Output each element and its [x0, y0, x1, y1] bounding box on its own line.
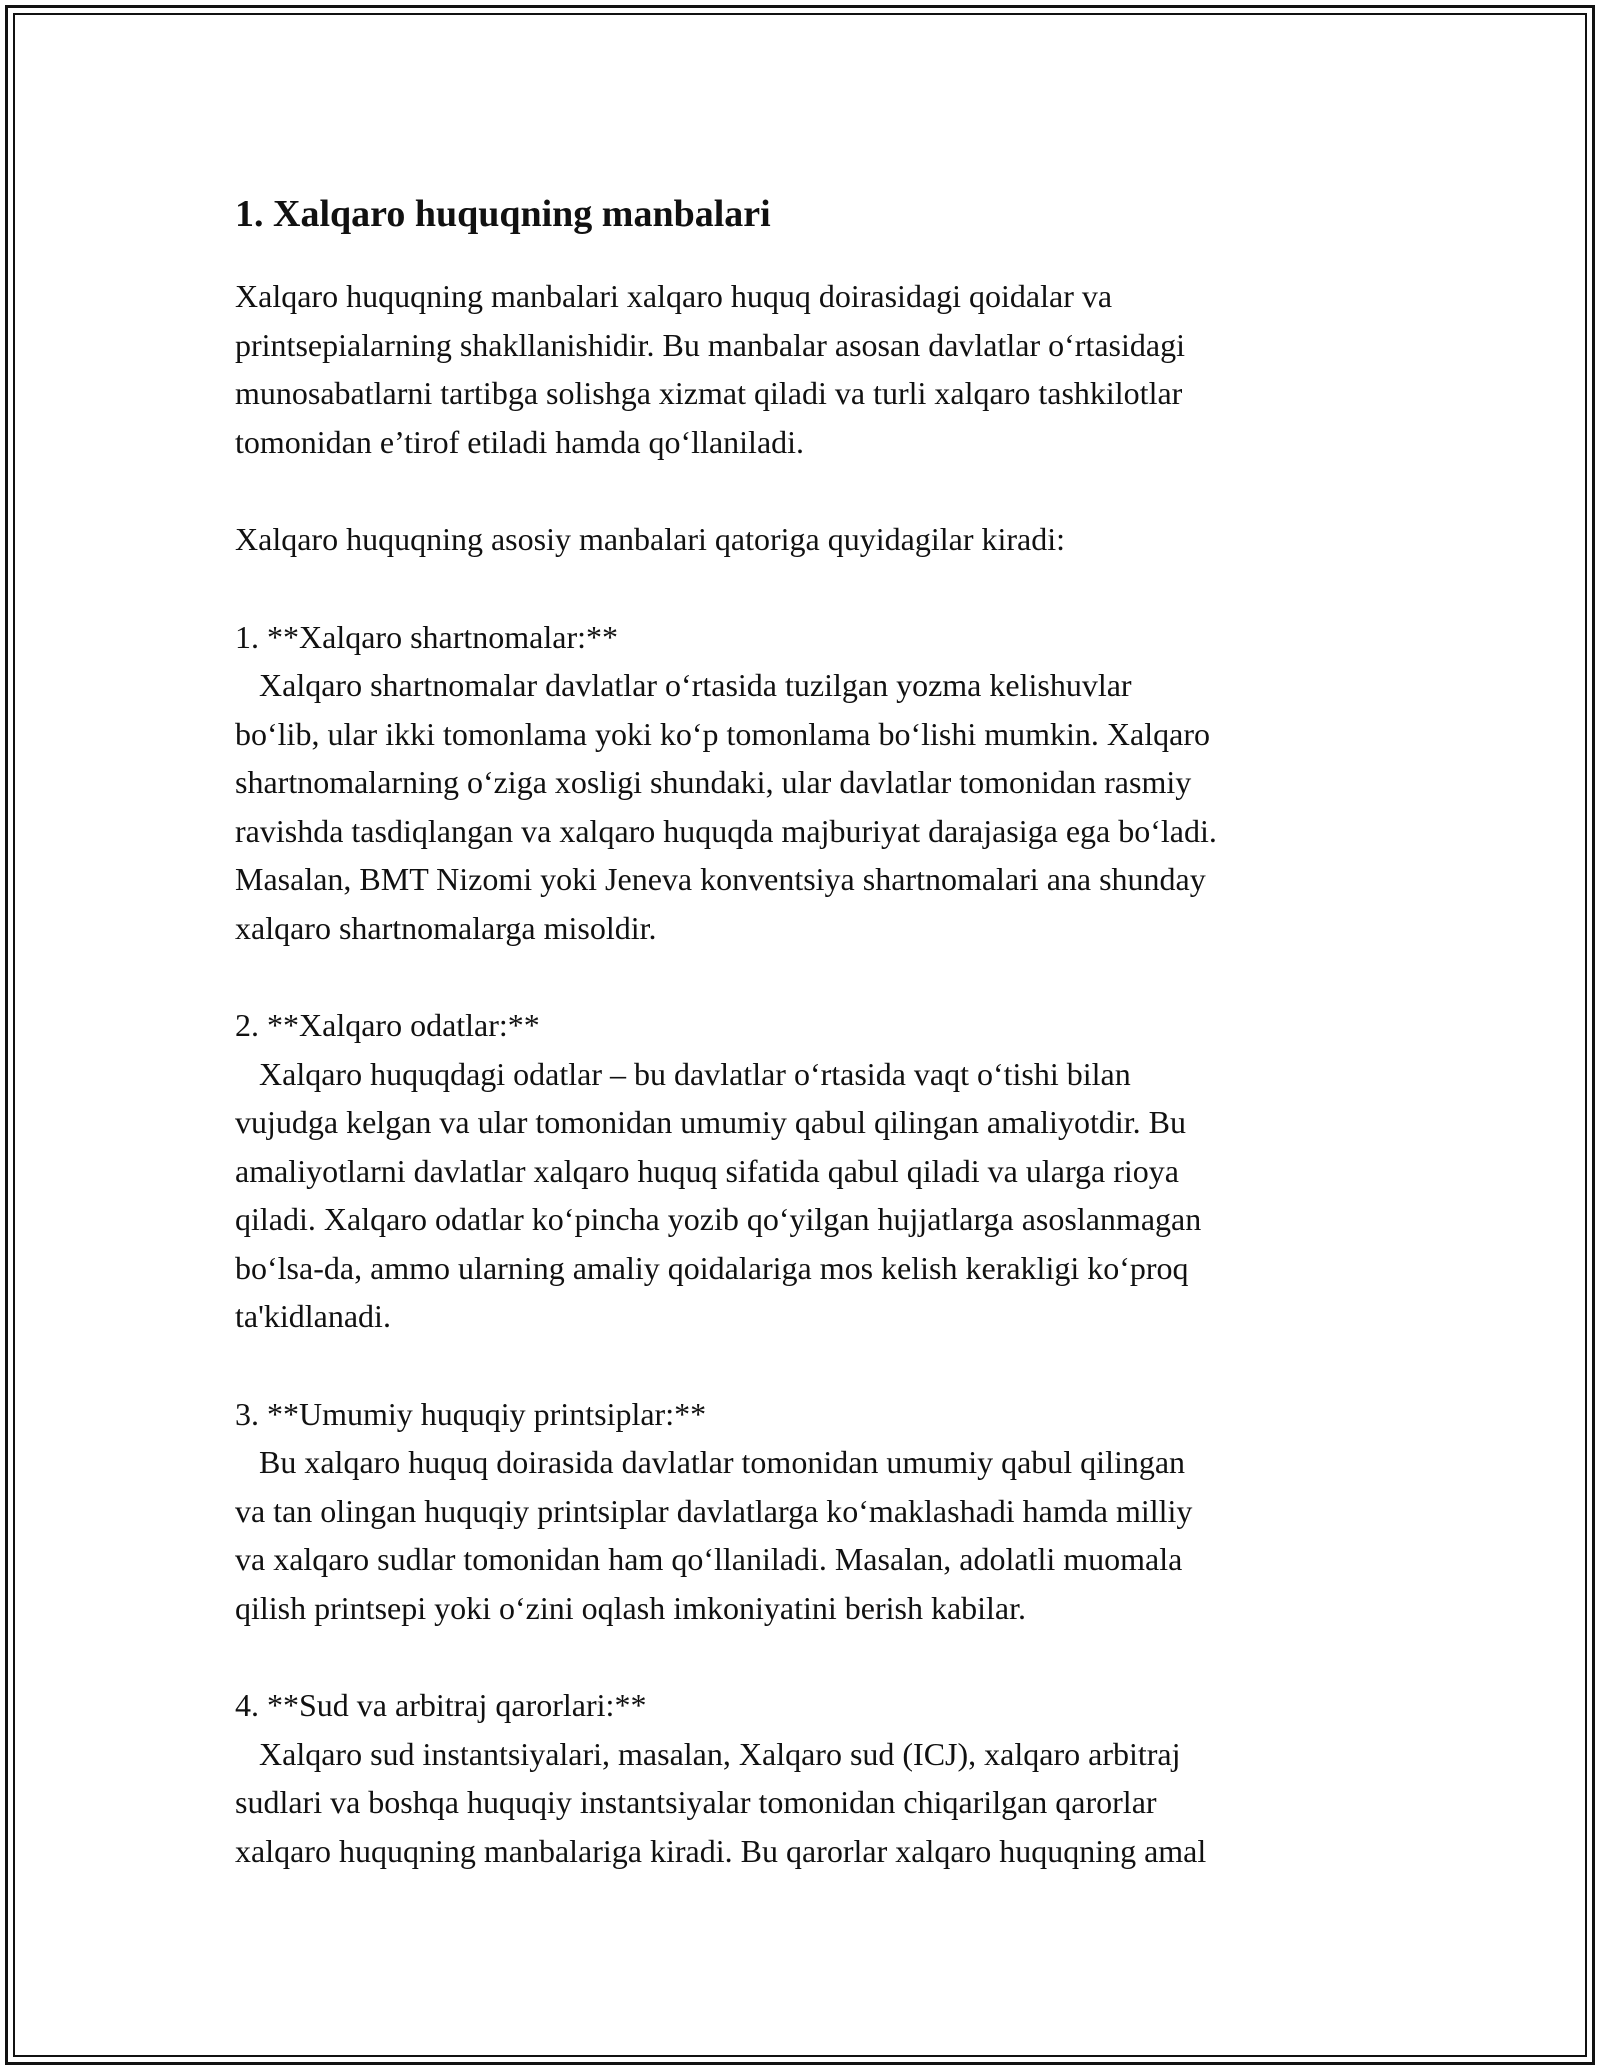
text-line: boʻlib, ular ikki tomonlama yoki koʻp tomonlama boʻlishi mumkin. Xalqaro: [235, 715, 1210, 752]
text-line: ravishda tasdiqlangan va xalqaro huquqda majburiyat darajasiga ega boʻladi.: [235, 812, 1217, 849]
document-page: [235, 188, 1385, 1924]
text-line: tomonidan e’tirof etiladi hamda qoʻllaniladi.: [235, 423, 805, 460]
text-line: qilish printsepi yoki oʻzini oqlash imkoniyatini berish kabilar.: [235, 1589, 1027, 1626]
text-line: Xalqaro shartnomalar davlatlar oʻrtasida tuzilgan yozma kelishuvlar: [235, 667, 1132, 703]
text-line: Xalqaro huquqdagi odatlar – bu davlatlar oʻrtasida vaqt oʻtishi bilan: [235, 1055, 1131, 1092]
text-line: Xalqaro huquqning manbalari xalqaro huquq doirasidagi qoidalar va: [235, 278, 1113, 314]
text-line: sudlari va boshqa huquqiy instantsiyalar tomonidan chiqarilgan qarorlar: [235, 1784, 1157, 1820]
paragraph: [235, 613, 1385, 953]
text-line: printsepialarning shakllanishidir. Bu manbalar asosan davlatlar oʻrtasidagi: [235, 326, 1185, 363]
text-line: Xalqaro huquqning asosiy manbalari qatoriga quyidagilar kiradi:: [235, 521, 1065, 557]
text-line: amaliyotlarni davlatlar xalqaro huquq sifatida qabul qiladi va ularga rioya: [235, 1152, 1179, 1189]
text-line: 1. **Xalqaro shartnomalar:**: [235, 618, 618, 655]
text-line: va xalqaro sudlar tomonidan ham qoʻllaniladi. Masalan, adolatli muomala: [235, 1541, 1183, 1577]
text-line: 4. **Sud va arbitraj qarorlari:**: [235, 1687, 647, 1723]
text-line: munosabatlarni tartibga solishga xizmat qiladi va turli xalqaro tashkilotlar: [235, 375, 1183, 411]
text-line: xalqaro shartnomalarga misoldir.: [235, 909, 657, 946]
paragraph: [235, 272, 1385, 466]
paragraph: [235, 1390, 1385, 1633]
text-line: qiladi. Xalqaro odatlar koʻpincha yozib qoʻyilgan hujjatlarga asoslanmagan: [235, 1201, 1202, 1237]
text-line: Xalqaro sud instantsiyalari, masalan, Xalqaro sud (ICJ), xalqaro arbitraj: [235, 1735, 1181, 1772]
text-line: shartnomalarning oʻziga xosligi shundaki, ular davlatlar tomonidan rasmiy: [235, 764, 1192, 800]
document-body: [235, 272, 1385, 1875]
text-line: xalqaro huquqning manbalariga kiradi. Bu qarorlar xalqaro huquqning amal: [235, 1832, 1207, 1869]
paragraph: [235, 515, 1385, 564]
text-line: 2. **Xalqaro odatlar:**: [235, 1007, 540, 1043]
text-line: boʻlsa-da, ammo ularning amaliy qoidalariga mos kelish kerakligi koʻproq: [235, 1249, 1189, 1286]
text-line: 3. **Umumiy huquqiy printsiplar:**: [235, 1395, 707, 1432]
text-line: va tan olingan huquqiy printsiplar davlatlarga koʻmaklashadi hamda milliy: [235, 1492, 1193, 1529]
text-line: Bu xalqaro huquq doirasida davlatlar tomonidan umumiy qabul qilingan: [235, 1444, 1186, 1480]
text-line: vujudga kelgan va ular tomonidan umumiy qabul qilingan amaliyotdir. Bu: [235, 1104, 1186, 1140]
paragraph: [235, 1001, 1385, 1341]
document-title: 1. Xalqaro huquqning manbalari: [235, 193, 771, 235]
text-line: ta'kidlanadi.: [235, 1298, 391, 1334]
paragraph: [235, 1681, 1385, 1875]
text-line: Masalan, BMT Nizomi yoki Jeneva konventsiya shartnomalari ana shunday: [235, 861, 1206, 897]
